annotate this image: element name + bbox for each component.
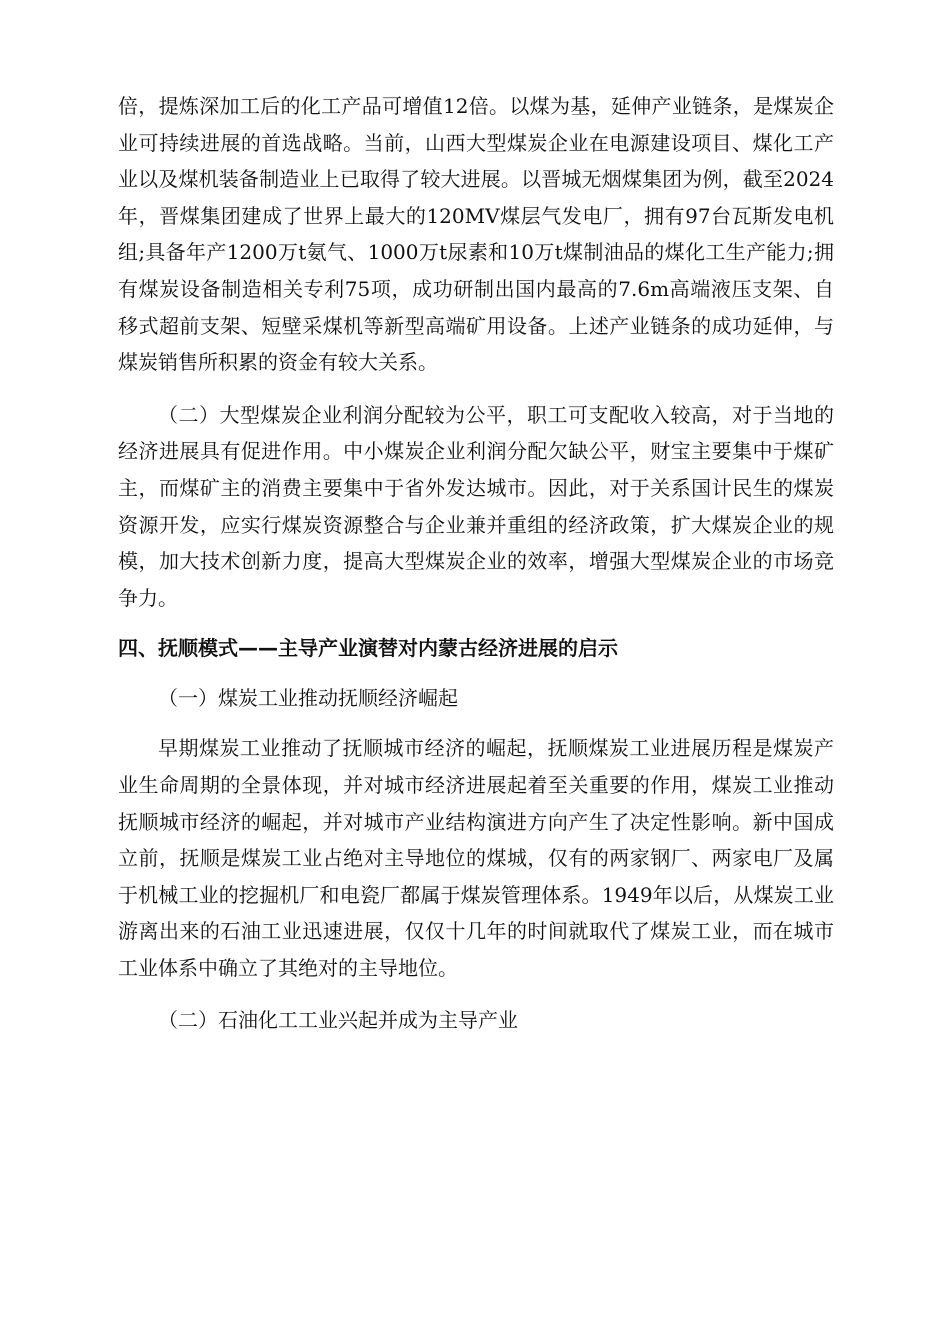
paragraph-industry-chain: 倍，提炼深加工后的化工产品可增值12倍。以煤为基，延伸产业链条，是煤炭企业可持续进展的首选战略。当前，山西大型煤炭企业在电源建设项目、煤化工产业以及煤机装备制造业上已取得了较大进展。以晋城无烟煤集团为例，截至2024年，晋煤集团建成了世界上最大的120MV煤层气发电厂，拥有97台瓦斯发电机组;具备年产1200万t氨气、1000万t尿素和10万t煤制油品的煤化工生产能力;拥有煤炭设备制造相关专利75项，成功研制出国内最高的7.6m高端液压支架、自移式超前支架、短壁采煤机等新型高端矿用设备。上述产业链条的成功延伸，与煤炭销售所积累的资金有较大关系。 [118,94,834,375]
paragraph-gap [118,616,834,630]
document-page [118,88,834,1038]
paragraph-gap [118,986,834,1002]
paragraph-profit-distribution: （二）大型煤炭企业利润分配较为公平，职工可支配收入较高，对于当地的经济进展具有促进作用。中小煤炭企业利润分配欠缺公平，财宝主要集中于煤矿主，而煤矿主的消费主要集中于省外发达城市。因此，对于关系国计民生的煤炭资源开发，应实行煤炭资源整合与企业兼并重组的经济政策，扩大煤炭企业的规模，加大技术创新力度，提高大型煤炭企业的效率，增强大型煤炭企业的市场竞争力。 [118,402,834,610]
paragraph-gap [118,666,834,680]
paragraph-gap [118,381,834,397]
paragraph-fushun-history: 早期煤炭工业推动了抚顺城市经济的崛起，抚顺煤炭工业进展历程是煤炭产业生命周期的全景体现，并对城市经济进展起着至关重要的作用，煤炭工业推动抚顺城市经济的崛起，并对城市产业结构演进方向产生了决定性影响。新中国成立前，抚顺是煤炭工业占绝对主导地位的煤城，仅有的两家钢厂、两家电厂及属于机械工业的挖掘机厂和电瓷厂都属于煤炭管理体系。1949年以后，从煤炭工业游离出来的石油工业迅速进展，仅仅十几年的时间就取代了煤炭工业，而在城市工业体系中确立了其绝对的主导地位。 [118,736,834,980]
paragraph-gap [118,716,834,730]
subheading-petrochemical: （二）石油化工工业兴起并成为主导产业 [158,1008,518,1033]
subheading-coal-industry: （一）煤炭工业推动抚顺经济崛起 [158,686,458,711]
section-heading: 四、抚顺模式——主导产业演替对内蒙古经济进展的启示 [118,636,618,661]
